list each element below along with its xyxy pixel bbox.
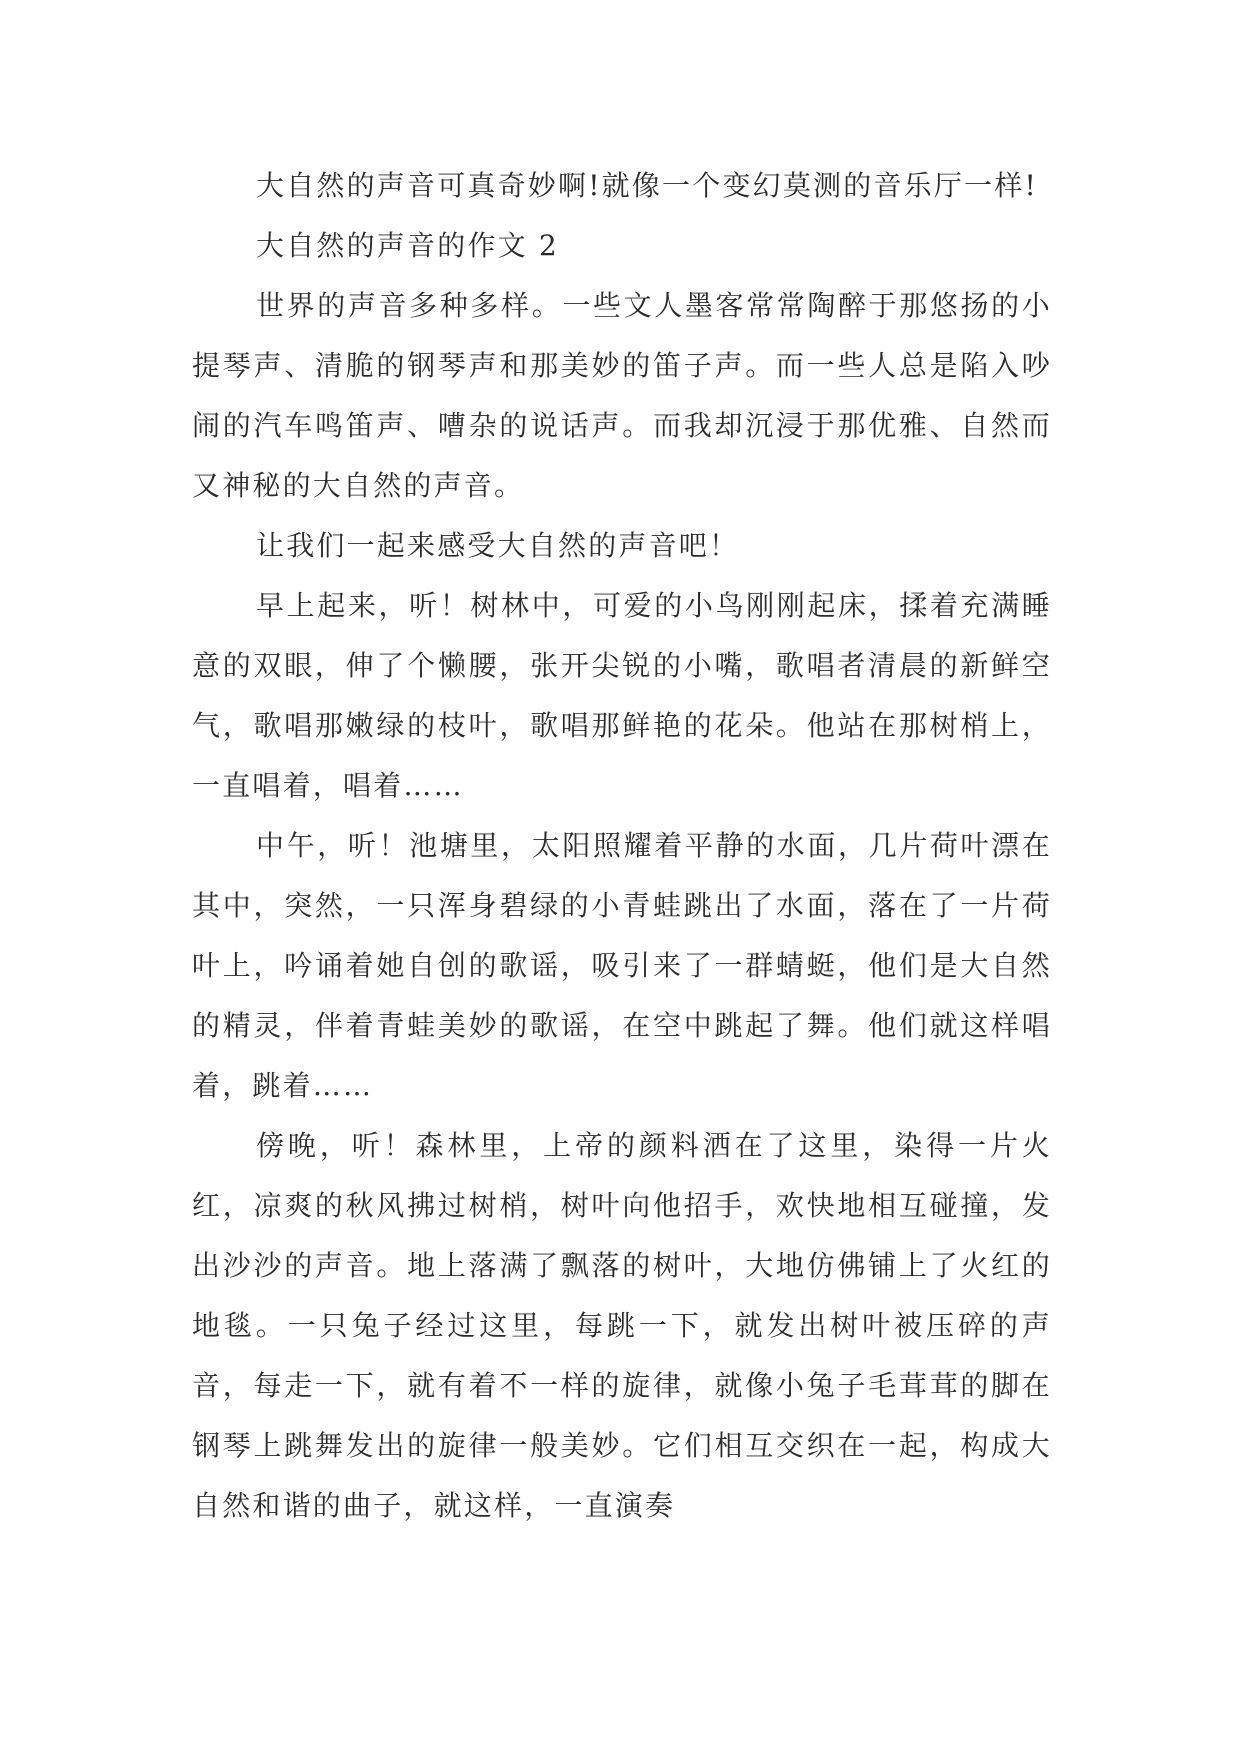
document-body (192, 156, 1052, 1536)
paragraph-noon: 中午，听！池塘里，太阳照耀着平静的水面，几片荷叶漂在其中，突然，一只浑身碧绿的小青蛙跳出了水面，落在了一片荷叶上，吟诵着她自创的歌谣，吸引来了一群蜻蜓，他们是大自然的精灵，伴着青蛙美妙的歌谣，在空中跳起了舞。他们就这样唱着，跳着…… (192, 829, 1052, 1102)
paragraph-invitation: 让我们一起来感受大自然的声音吧！ (256, 529, 740, 562)
paragraph-evening: 傍晚，听！森林里，上帝的颜料洒在了这里，染得一片火红，凉爽的秋风拂过树梢，树叶向他招手，欢快地相互碰撞，发出沙沙的声音。地上落满了飘落的树叶，大地仿佛铺上了火红的地毯。一只兔子经过这里，每跳一下，就发出树叶被压碎的声音，每走一下，就有着不一样的旋律，就像小兔子毛茸茸的脚在钢琴上跳舞发出的旋律一般美妙。它们相互交织在一起，构成大自然和谐的曲子，就这样，一直演奏 (192, 1129, 1052, 1522)
paragraph-morning: 早上起来，听！树林中，可爱的小鸟刚刚起床，揉着充满睡意的双眼，伸了个懒腰，张开尖锐的小嘴，歌唱者清晨的新鲜空气，歌唱那嫩绿的枝叶，歌唱那鲜艳的花朵。他站在那树梢上，一直唱着，唱着…… (192, 589, 1052, 802)
paragraph-intro: 世界的声音多种多样。一些文人墨客常常陶醉于那悠扬的小提琴声、清脆的钢琴声和那美妙的笛子声。而一些人总是陷入吵闹的汽车鸣笛声、嘈杂的说话声。而我却沉浸于那优雅、自然而又神秘的大自然的声音。 (192, 289, 1052, 502)
essay-title: 大自然的声音的作文 2 (256, 229, 559, 262)
paragraph-closing-remark: 大自然的声音可真奇妙啊!就像一个变幻莫测的音乐厅一样! (256, 169, 1038, 202)
